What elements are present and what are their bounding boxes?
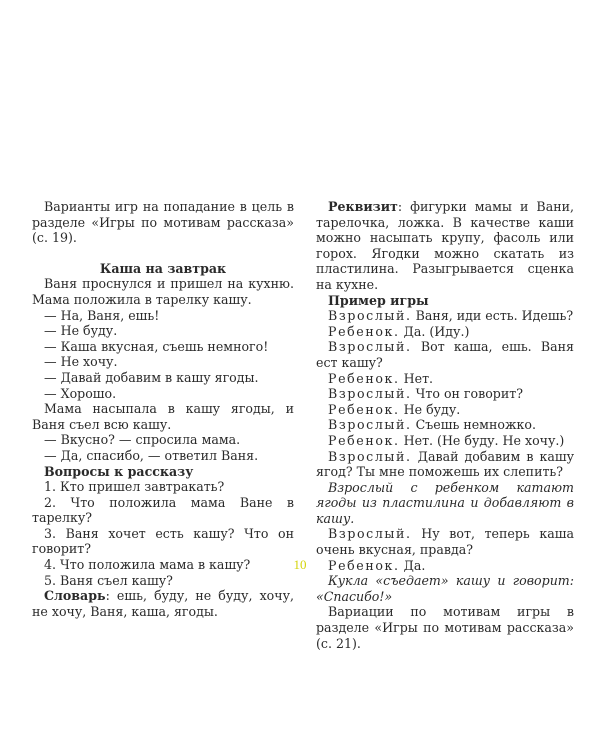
page-number: 10 — [293, 557, 307, 572]
line-text: Ваня, иди есть. Идешь? — [411, 308, 574, 324]
line-text: Нет. (Не буду. Не хочу.) — [399, 432, 565, 448]
story-paragraph: Мама насыпала в кашу ягоды, и Ваня съел всю кашу. — [32, 401, 294, 432]
role-label: Взрослый. — [328, 339, 412, 355]
line-text: Вот каша, ешь. Ваня ест кашу? — [316, 339, 574, 370]
line-text: Ну вот, теперь каша очень вкусная, правда? — [316, 526, 574, 558]
vocabulary-label: Словарь — [44, 588, 106, 604]
role-label: Взрослый. — [328, 308, 412, 324]
line-text: Нет. — [399, 370, 434, 386]
play-line — [316, 526, 574, 557]
play-line — [316, 308, 574, 324]
props-text: : фигурки мамы и Вани, тарелочка, ложка. В качестве каши можно насыпать крупу, фасоль или горох. Ягодки можно скатать из пластилина. Разыгрывается сценка на кухне. — [316, 199, 574, 292]
dialogue-line: — Хорошо. — [44, 385, 117, 401]
dialogue-line: — Давай добавим в кашу ягоды. — [44, 369, 259, 385]
role-label: Взрослый. — [328, 448, 412, 464]
play-line — [316, 433, 574, 449]
story-title: Каша на завтрак — [99, 260, 227, 276]
story-paragraph: Ваня проснулся и пришел на кухню. Мама положила в тарелку кашу. — [32, 276, 294, 307]
role-label: Взрослый. — [328, 386, 412, 402]
variations-paragraph: Вариации по мотивам игры в разделе «Игры по мотивам рассказа» (с. 21). — [316, 604, 574, 651]
questions-title: Вопросы к рассказу — [44, 463, 194, 479]
play-line — [316, 402, 574, 418]
role-label: Ребенок. — [328, 370, 400, 386]
play-line — [316, 324, 574, 340]
question-item: 3. Ваня хочет есть кашу? Что он говорит? — [32, 525, 294, 557]
dialogue-line: — Да, спасибо, — ответил Ваня. — [44, 447, 259, 463]
props-paragraph — [316, 199, 574, 293]
line-text: Давай добавим в кашу ягод? Ты мне поможешь их слепить? — [316, 448, 574, 480]
role-label: Взрослый. — [328, 526, 412, 542]
question-item: 1. Кто пришел завтракать? — [44, 479, 225, 495]
role-label: Ребенок. — [328, 323, 400, 339]
dialogue-line: — Вкусно? — спросила мама. — [44, 432, 241, 448]
vocabulary-paragraph — [32, 588, 294, 619]
line-text: Не буду. — [399, 401, 461, 417]
role-label: Взрослый. — [328, 417, 412, 433]
line-text: Съешь немножко. — [411, 417, 536, 433]
line-text: Да. — [399, 557, 426, 573]
role-label: Ребенок. — [328, 432, 400, 448]
question-item: 4. Что положила мама в кашу? — [44, 557, 251, 573]
question-item: 2. Что положила мама Ване в тарелку? — [32, 494, 294, 526]
line-text: Что он говорит? — [411, 386, 523, 402]
role-label: Ребенок. — [328, 401, 400, 417]
right-column — [316, 199, 574, 651]
line-text: Да. (Иду.) — [399, 323, 470, 339]
play-line — [316, 371, 574, 387]
play-line — [316, 449, 574, 480]
vocabulary-text: : ешь, буду, не буду, хочу, не хочу, Ваня, каша, ягоды. — [32, 588, 294, 619]
stage-direction: Кукла «съедает» кашу и говорит: «Спасибо!» — [316, 573, 574, 604]
dialogue-line: — На, Ваня, ешь! — [44, 307, 160, 323]
play-line — [316, 417, 574, 433]
question-item: 5. Ваня съел кашу? — [44, 572, 173, 588]
role-label: Ребенок. — [328, 557, 400, 573]
play-line — [316, 386, 574, 402]
dialogue-line: — Не хочу. — [44, 354, 118, 370]
props-label: Реквизит — [328, 199, 398, 214]
dialogue-line: — Не буду. — [44, 323, 118, 339]
play-line — [316, 339, 574, 370]
intro-paragraph: Варианты игр на попадание в цель в разделе «Игры по мотивам рассказа» (с. 19). — [32, 199, 294, 246]
stage-direction: Взрослый с ребенком катают ягоды из пластилина и добавляют в кашу. — [316, 479, 574, 526]
dialogue-line: — Каша вкусная, съешь немного! — [44, 338, 269, 354]
example-title: Пример игры — [328, 292, 429, 308]
